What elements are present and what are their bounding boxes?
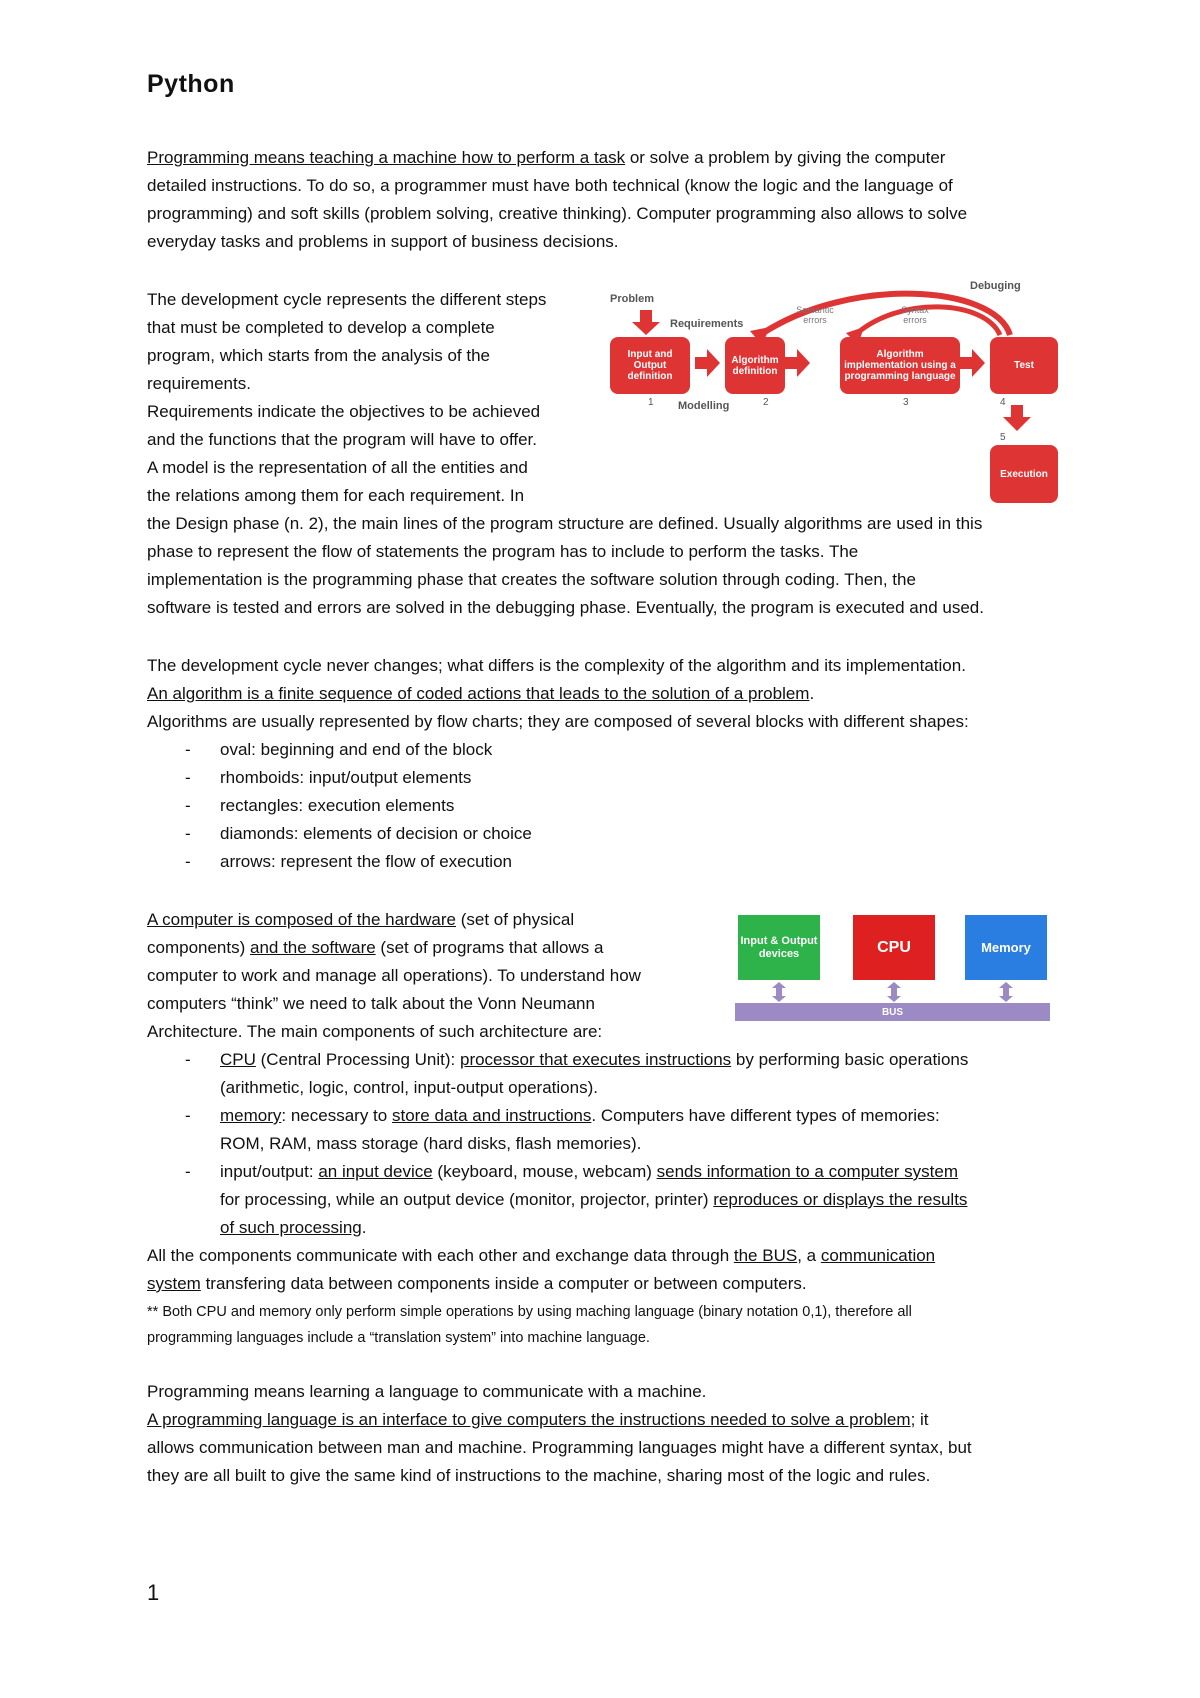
- list-dash: -: [185, 1162, 191, 1181]
- text-span: .: [361, 1218, 367, 1237]
- bidirectional-arrow-icon: [771, 982, 787, 1002]
- p6-line-3: allows communication between man and machine. Programming languages might have a different syntax, but: [147, 1438, 972, 1457]
- p2-line-11: implementation is the programming phase that creates the software solution through coding. Then, the: [147, 570, 916, 589]
- underlined-text: and the software: [250, 938, 376, 957]
- text-span: (set of programs that allows a: [375, 938, 604, 957]
- underlined-text: system: [147, 1274, 201, 1293]
- p2-line-8: the relations among them for each requirement. In: [147, 486, 525, 505]
- text-span: or solve a problem by giving the computer: [625, 148, 946, 167]
- list-item: arrows: represent the flow of execution: [220, 852, 512, 871]
- text-span: for processing, while an output device (monitor, projector, printer): [220, 1190, 714, 1209]
- text-span: ; it: [910, 1410, 929, 1429]
- note-line-1: ** Both CPU and memory only perform simple operations by using maching language (binary notation 0,1), therefore all: [147, 1304, 912, 1320]
- p2-line-6: and the functions that the program will have to offer.: [147, 430, 537, 449]
- page-title: Python: [147, 70, 235, 98]
- underlined-text: CPU: [220, 1050, 256, 1069]
- underlined-text: store data and instructions: [391, 1106, 592, 1125]
- cpu-block: CPU: [853, 915, 935, 980]
- step-input-output-definition: Input and Output definition: [610, 337, 690, 394]
- p3-line-1: The development cycle never changes; what differs is the complexity of the algorithm and its implementation.: [147, 656, 966, 675]
- modelling-label: Modelling: [678, 400, 730, 412]
- problem-label: Problem: [610, 293, 655, 305]
- p5-line-2: [147, 1273, 807, 1295]
- text-span: (keyboard, mouse, webcam): [432, 1162, 657, 1181]
- p2-line-5: Requirements indicate the objectives to be achieved: [147, 402, 541, 421]
- p3-line-3: Algorithms are usually represented by flow charts; they are composed of several blocks with different shapes:: [147, 712, 969, 731]
- list-item: rhomboids: input/output elements: [220, 768, 472, 787]
- p4-line-2: [147, 937, 603, 959]
- note-line-2: programming languages include a “translation system” into machine language.: [147, 1330, 650, 1346]
- step-test: Test: [990, 337, 1058, 394]
- p1-line-3: programming) and soft skills (problem solving, creative thinking). Computer programming also allows to solve: [147, 204, 968, 223]
- semantic-errors-label: Semantic errors: [796, 305, 834, 325]
- text-span: by performing basic operations: [731, 1050, 969, 1069]
- list-item: oval: beginning and end of the block: [220, 740, 493, 759]
- text-span: components): [147, 938, 250, 957]
- text-span: (set of physical: [456, 910, 575, 929]
- p1-line-2: detailed instructions. To do so, a programmer must have both technical (know the logic and the language of: [147, 176, 953, 195]
- step-number: 1: [648, 397, 654, 408]
- list-dash: -: [185, 768, 191, 787]
- text-span: All the components communicate with each other and exchange data through: [147, 1246, 734, 1265]
- underlined-text: Programming means teaching a machine how to perform a task: [147, 148, 626, 167]
- p5-line-1: [147, 1245, 935, 1267]
- p1-line-4: everyday tasks and problems in support of business decisions.: [147, 232, 619, 251]
- step-number: 2: [763, 397, 769, 408]
- underlined-text: reproduces or displays the results: [713, 1190, 968, 1209]
- bus-bar: BUS: [735, 1003, 1050, 1021]
- text-span: : necessary to: [281, 1106, 392, 1125]
- underlined-text: the BUS: [733, 1246, 798, 1265]
- underlined-text: A programming language is an interface to give computers the instructions needed to solve a problem: [147, 1410, 911, 1429]
- p4-line-4: computers “think” we need to talk about the Vonn Neumann: [147, 994, 595, 1013]
- underlined-text: an input device: [318, 1162, 433, 1181]
- underlined-text: An algorithm is a finite sequence of coded actions that leads to the solution of a problem: [147, 684, 810, 703]
- memory-item-line-2: ROM, RAM, mass storage (hard disks, flash memories).: [220, 1134, 642, 1153]
- memory-block: Memory: [965, 915, 1047, 980]
- list-dash: -: [185, 740, 191, 759]
- step-number: 4: [1000, 397, 1006, 408]
- syntax-errors-label: Syntax errors: [901, 305, 929, 325]
- p2-line-1: The development cycle represents the different steps: [147, 290, 547, 309]
- text-span: (Central Processing Unit):: [255, 1050, 460, 1069]
- underlined-text: memory: [220, 1106, 282, 1125]
- p6-line-1: Programming means learning a language to communicate with a machine.: [147, 1382, 707, 1401]
- io-item-line-3: [220, 1217, 366, 1239]
- text-span: .: [809, 684, 815, 703]
- list-dash: -: [185, 1050, 191, 1069]
- list-dash: -: [185, 796, 191, 815]
- cpu-item-line-1: [220, 1049, 968, 1071]
- p2-line-7: A model is the representation of all the entities and: [147, 458, 528, 477]
- step-algorithm-implementation: Algorithm implementation using a programming language: [840, 337, 960, 394]
- underlined-text: communication: [820, 1246, 936, 1265]
- underlined-text: A computer is composed of the hardware: [147, 910, 456, 929]
- text-span: input/output:: [220, 1162, 319, 1181]
- cpu-item-line-2: (arithmetic, logic, control, input-output operations).: [220, 1078, 598, 1097]
- list-item: diamonds: elements of decision or choice: [220, 824, 532, 843]
- list-dash: -: [185, 852, 191, 871]
- debuging-label: Debuging: [970, 280, 1021, 292]
- page-number: 1: [147, 1580, 160, 1605]
- p6-line-2: [147, 1409, 929, 1431]
- input-output-block: Input & Output devices: [738, 915, 820, 980]
- step-execution: Execution: [990, 445, 1058, 503]
- list-item: rectangles: execution elements: [220, 796, 455, 815]
- p3-line-2: [147, 683, 814, 705]
- p4-line-1: [147, 909, 574, 931]
- p2-line-3: program, which starts from the analysis of the: [147, 346, 490, 365]
- p2-line-12: software is tested and errors are solved in the debugging phase. Eventually, the program is executed and used.: [147, 598, 984, 617]
- p2-line-4: requirements.: [147, 374, 251, 393]
- p2-line-10: phase to represent the flow of statements the program has to include to perform the tasks. The: [147, 542, 859, 561]
- bidirectional-arrow-icon: [998, 982, 1014, 1002]
- text-span: transfering data between components inside a computer or between computers.: [200, 1274, 807, 1293]
- bidirectional-arrow-icon: [886, 982, 902, 1002]
- p2-line-2: that must be completed to develop a complete: [147, 318, 495, 337]
- io-item-line-1: [220, 1161, 958, 1183]
- step-algorithm-definition: Algorithm definition: [725, 337, 785, 394]
- step-number: 5: [1000, 432, 1006, 443]
- p4-line-5: Architecture. The main components of such architecture are:: [147, 1022, 603, 1041]
- requirements-label: Requirements: [670, 318, 744, 330]
- von-neumann-diagram: [735, 915, 1050, 1025]
- underlined-text: of such processing: [220, 1218, 362, 1237]
- text-span: , a: [797, 1246, 821, 1265]
- p1-line-1: [147, 147, 945, 169]
- p2-line-9: the Design phase (n. 2), the main lines of the program structure are defined. Usually algorithms are used in this: [147, 514, 983, 533]
- p4-line-3: computer to work and manage all operations). To understand how: [147, 966, 641, 985]
- list-dash: -: [185, 824, 191, 843]
- p6-line-4: they are all built to give the same kind of instructions to the machine, sharing most of the logic and rules.: [147, 1466, 931, 1485]
- list-dash: -: [185, 1106, 191, 1125]
- text-span: . Computers have different types of memories:: [591, 1106, 940, 1125]
- memory-item-line-1: [220, 1105, 940, 1127]
- development-cycle-diagram: [600, 275, 1070, 510]
- underlined-text: processor that executes instructions: [459, 1050, 732, 1069]
- io-item-line-2: [220, 1189, 967, 1211]
- step-number: 3: [903, 397, 909, 408]
- underlined-text: sends information to a computer system: [656, 1162, 959, 1181]
